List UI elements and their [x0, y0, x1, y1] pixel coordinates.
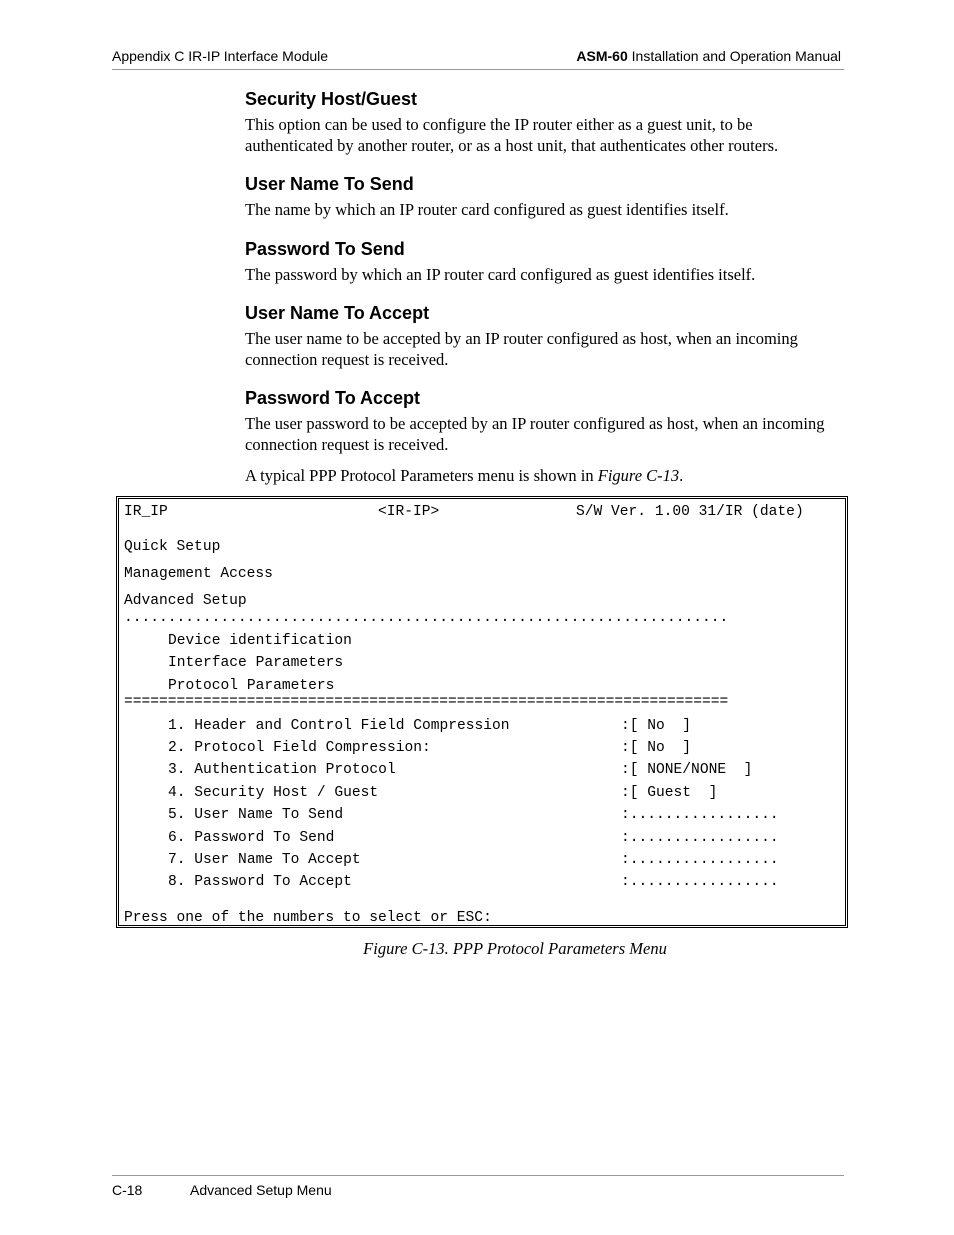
menu-subpath-item: Device identification	[168, 633, 352, 649]
menu-option-value: :[ Guest ]	[621, 785, 718, 801]
section-heading: Password To Accept	[245, 388, 421, 408]
section-body: The password by which an IP router card configured as guest identifies itself.	[245, 265, 756, 284]
section-body: This option can be used to configure the IP router either as a guest unit, to be authenticated by another router, or as a host unit, that authenticates other routers.	[245, 115, 779, 155]
menu-module-name: IR_IP	[124, 504, 168, 520]
menu-option-label: 7. User Name To Accept	[168, 852, 361, 868]
menu-option-label: 8. Password To Accept	[168, 874, 352, 890]
footer-section-title: Advanced Setup Menu	[190, 1182, 332, 1198]
section-password-to-send	[245, 238, 835, 285]
menu-option-value: :[ No ]	[621, 740, 692, 756]
section-password-to-accept	[245, 387, 835, 455]
menu-option-value: :[ NONE/NONE ]	[621, 762, 753, 778]
running-header-right	[576, 48, 841, 64]
menu-subpath-item: Interface Parameters	[168, 655, 344, 671]
section-body: The name by which an IP router card configured as guest identifies itself.	[245, 200, 729, 219]
section-user-name-to-send	[245, 173, 835, 220]
header-rule	[112, 69, 844, 70]
menu-software-version: S/W Ver. 1.00 31/IR (date)	[576, 504, 804, 520]
menu-subpath-item: Protocol Parameters	[168, 678, 335, 694]
section-heading: User Name To Send	[245, 174, 414, 194]
manual-product-name: ASM-60	[576, 48, 628, 64]
running-header-left: Appendix C IR-IP Interface Module	[112, 48, 329, 64]
dotted-separator: .....................................................................	[124, 610, 729, 626]
page-number: C-18	[112, 1182, 143, 1198]
section-user-name-to-accept	[245, 302, 835, 370]
menu-option-label: 3. Authentication Protocol	[168, 762, 396, 778]
intro-text: A typical PPP Protocol Parameters menu is shown in	[245, 466, 598, 485]
double-separator: =====================================================================	[124, 694, 729, 710]
section-heading: User Name To Accept	[245, 303, 430, 323]
footer-rule	[112, 1175, 844, 1176]
manual-title: Installation and Operation Manual	[627, 48, 841, 64]
menu-option-label: 2. Protocol Field Compression:	[168, 740, 431, 756]
menu-option-label: 5. User Name To Send	[168, 807, 344, 823]
menu-path-item: Advanced Setup	[124, 593, 247, 609]
section-heading: Password To Send	[245, 239, 405, 259]
menu-option-value: :.................	[621, 807, 779, 823]
menu-option-value: :.................	[621, 852, 779, 868]
section-body: The user name to be accepted by an IP router configured as host, when an incoming connection request is received.	[245, 329, 798, 369]
terminal-menu-figure	[116, 496, 848, 928]
figure-intro	[245, 465, 835, 486]
menu-option-label: 6. Password To Send	[168, 830, 335, 846]
menu-option-label: 4. Security Host / Guest	[168, 785, 379, 801]
menu-option-value: :[ No ]	[621, 718, 692, 734]
menu-path-item: Quick Setup	[124, 539, 221, 555]
menu-option-value: :.................	[621, 830, 779, 846]
section-security-host-guest	[245, 88, 835, 156]
menu-path-item: Management Access	[124, 566, 273, 582]
menu-prompt: Press one of the numbers to select or ESC:	[124, 910, 492, 926]
figure-caption: Figure C-13. PPP Protocol Parameters Menu	[363, 939, 667, 958]
menu-option-value: :.................	[621, 874, 779, 890]
figure-reference: Figure C-13	[597, 466, 680, 485]
menu-screen-title: <IR-IP>	[378, 504, 440, 520]
menu-option-label: 1. Header and Control Field Compression	[168, 718, 510, 734]
section-heading: Security Host/Guest	[245, 89, 418, 109]
section-body: The user password to be accepted by an IP router configured as host, when an incoming connection request is received.	[245, 414, 825, 454]
intro-end: .	[679, 466, 684, 485]
